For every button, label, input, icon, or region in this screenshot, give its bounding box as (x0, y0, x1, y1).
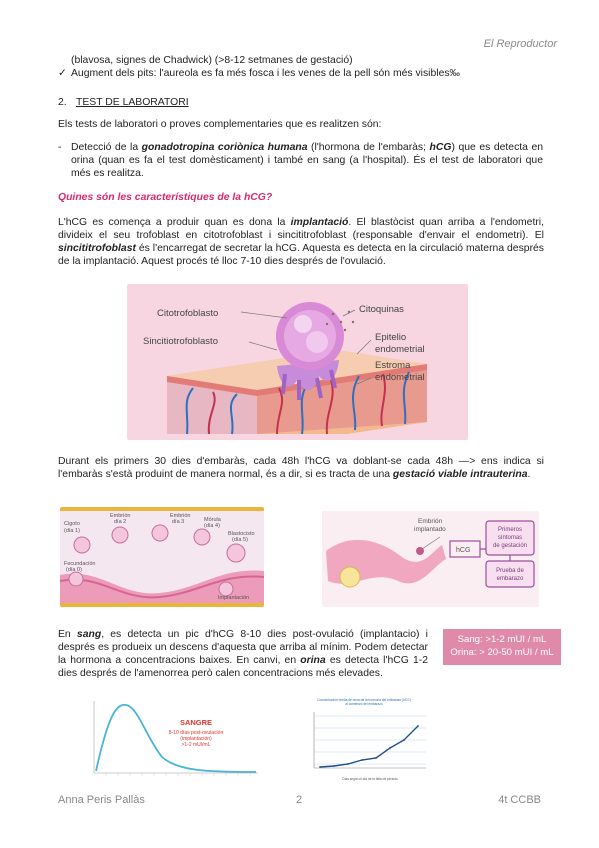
embryo-development-illustration (60, 507, 264, 607)
blood-chart-line3: >1-2 mUI/mL (181, 742, 211, 748)
urine-chart-title1: Concentración media de orina de la hormona del embarazo (hCG) (317, 698, 411, 702)
urine-chart-title2: al comienzo del embarazo (345, 702, 383, 706)
check-icon: ✓ (58, 68, 67, 79)
label-estroma: Estroma (375, 360, 411, 371)
p1-implantacio: implantació (290, 217, 349, 228)
p2-c: . (527, 469, 531, 480)
label-blastocisto: Blastocisto (228, 531, 255, 537)
label-primeros: Primeros (497, 527, 523, 533)
blood-hcg-curve (86, 697, 261, 782)
urine-chart-xlabel: Días según el día de la falta de periodo (342, 777, 398, 781)
label-prueba-de: Prueba de (496, 568, 524, 574)
urine-hcg-line-chart (298, 696, 430, 784)
hcg-bullet (71, 141, 543, 180)
bullet-term-hcg: hCG (429, 142, 452, 153)
label-fecundacion: Fecundación (64, 561, 96, 567)
hcg-pathway-illustration (322, 511, 539, 607)
p3-c: , es detecta un pic d'hCG 8-10 dies post-ovulació (implantacio) i després es produeix un descens d'aquesta que arriba al mínim. Podem detectar la hormona a concentracions baixes. En canvi, en (58, 629, 428, 666)
label-cigoto: Cigoto (64, 521, 80, 527)
p2-gestacio-viable: gestació viable intrauterina (392, 469, 528, 480)
continued-line: (blavosa, signes de Chadwick) (>8-12 setmanes de gestació) (71, 55, 353, 66)
p2-a: Durant els primers 30 dies d'embaràs, cada 48h l'hCG va doblant-se cada 48h —> ens indica si l'embaràs s'està produint de manera normal, és a dir, si es tracta de una (58, 456, 544, 480)
bullet-mid: (l'hormona de l'embaràs; (307, 142, 430, 153)
label-estroma-endometrial: endometrial (375, 372, 425, 383)
section-title: TEST DE LABORATORI (76, 97, 189, 108)
implantation-figure (127, 284, 468, 440)
urine-curve-line (320, 726, 418, 767)
p1-a: L'hCG es comença a produir quan es dona la (58, 217, 291, 228)
p1-e: és l'encarregat de secretar la hCG. Aquesta es detecta en la circulació materna després de la implantació. Aquest procés té lloc 7-10 dies després de l'ovulació. (58, 243, 544, 267)
paragraph-implantation (58, 216, 544, 268)
footer-page-number: 2 (296, 794, 303, 806)
p3-orina: orina (300, 655, 326, 666)
label-sincitiotrofoblasto: Sincitiotrofoblasto (143, 336, 218, 347)
label-embrion-2: Embrión (110, 513, 131, 519)
label-dia-3: día 3 (172, 519, 185, 525)
label-embrion-3: Embrión (170, 513, 191, 519)
section-number: 2. (58, 97, 67, 108)
breast-changes-line: Augment dels pits: l'aureola es fa més fosca i les venes de la pell són més visibles‰ (71, 68, 460, 79)
label-blasto-dia: (día 5) (232, 537, 248, 543)
label-hcg: hCG (456, 547, 471, 554)
label-morula-dia: (día 4) (204, 523, 220, 529)
label-cigoto-dia: (día 1) (64, 528, 80, 534)
label-citoquinas: Citoquinas (359, 304, 404, 315)
label-fecundacion-dia: (día 0) (66, 567, 82, 573)
paragraph-blood-urine (58, 628, 428, 680)
question-heading: Quines són les característiques de la hCG? (58, 192, 273, 203)
label-dia-2: día 2 (114, 519, 127, 525)
label-sintomas: síntomas (497, 535, 523, 541)
threshold-callout (443, 629, 561, 665)
label-implantado: implantado (414, 526, 446, 533)
label-epitelio: Epitelio (375, 332, 407, 343)
blood-chart-line1: 8-10 días post-ovulación (168, 730, 224, 736)
urine-hcg-chart (298, 696, 430, 784)
label-epitelio-endometrial: endometrial (375, 344, 425, 355)
p3-sang: sang (76, 629, 102, 640)
bullet-pre: Detecció de la (71, 142, 142, 153)
bullet-term-gonadotropina: gonadotropina coriònica humana (141, 142, 308, 153)
footer-course: 4t CCBB (498, 794, 541, 806)
label-morula: Mórula (204, 517, 221, 523)
intro-text: Els tests de laboratori o proves complementaries que es realitzen són: (58, 119, 382, 130)
paragraph-doubling (58, 455, 544, 481)
blood-chart-line2: (implantación) (180, 736, 212, 742)
p1-c: . El blastòcist quan arriba a l'endometri, divideix el seu trofoblast en citotrofoblast i sincititrofoblast (responsable d'envair el endometri). El (58, 217, 544, 241)
embryo-development-figure (60, 507, 264, 607)
label-embrion: Embrión (418, 518, 443, 525)
label-de-gestacion: de gestación (492, 543, 528, 549)
callout-sang: Sang: >1-2 mUI / mL (457, 634, 547, 645)
running-header: El Reproductor (483, 38, 557, 50)
p3-e: es detecta l'hCG 1-2 dies després de l'amenorrea però calen concentracions més elevades. (58, 655, 428, 679)
p1-sincititrofoblast: sincititrofoblast (58, 243, 136, 254)
label-embarazo: embarazo (496, 576, 524, 582)
label-implantacion: Implantación (218, 595, 250, 601)
blood-curve-line (96, 705, 256, 772)
implantation-illustration (127, 284, 468, 440)
hcg-pathway-figure (322, 511, 539, 607)
p3-a: En (58, 629, 77, 640)
blood-chart-title: SANGRE (179, 718, 213, 727)
footer-author: Anna Peris Pallàs (58, 794, 145, 806)
bullet-post: ) que es detecta en orina (quan es fa el test domèsticament) i també en sang (a l'hospital). És el test de laboratori que més es realitza. (71, 142, 544, 179)
blood-hcg-chart (86, 697, 261, 782)
label-citotrofoblasto: Citotrofoblasto (157, 308, 219, 319)
bullet-dash: - (58, 142, 62, 153)
callout-orina: Orina: > 20-50 mUI / mL (450, 647, 554, 658)
